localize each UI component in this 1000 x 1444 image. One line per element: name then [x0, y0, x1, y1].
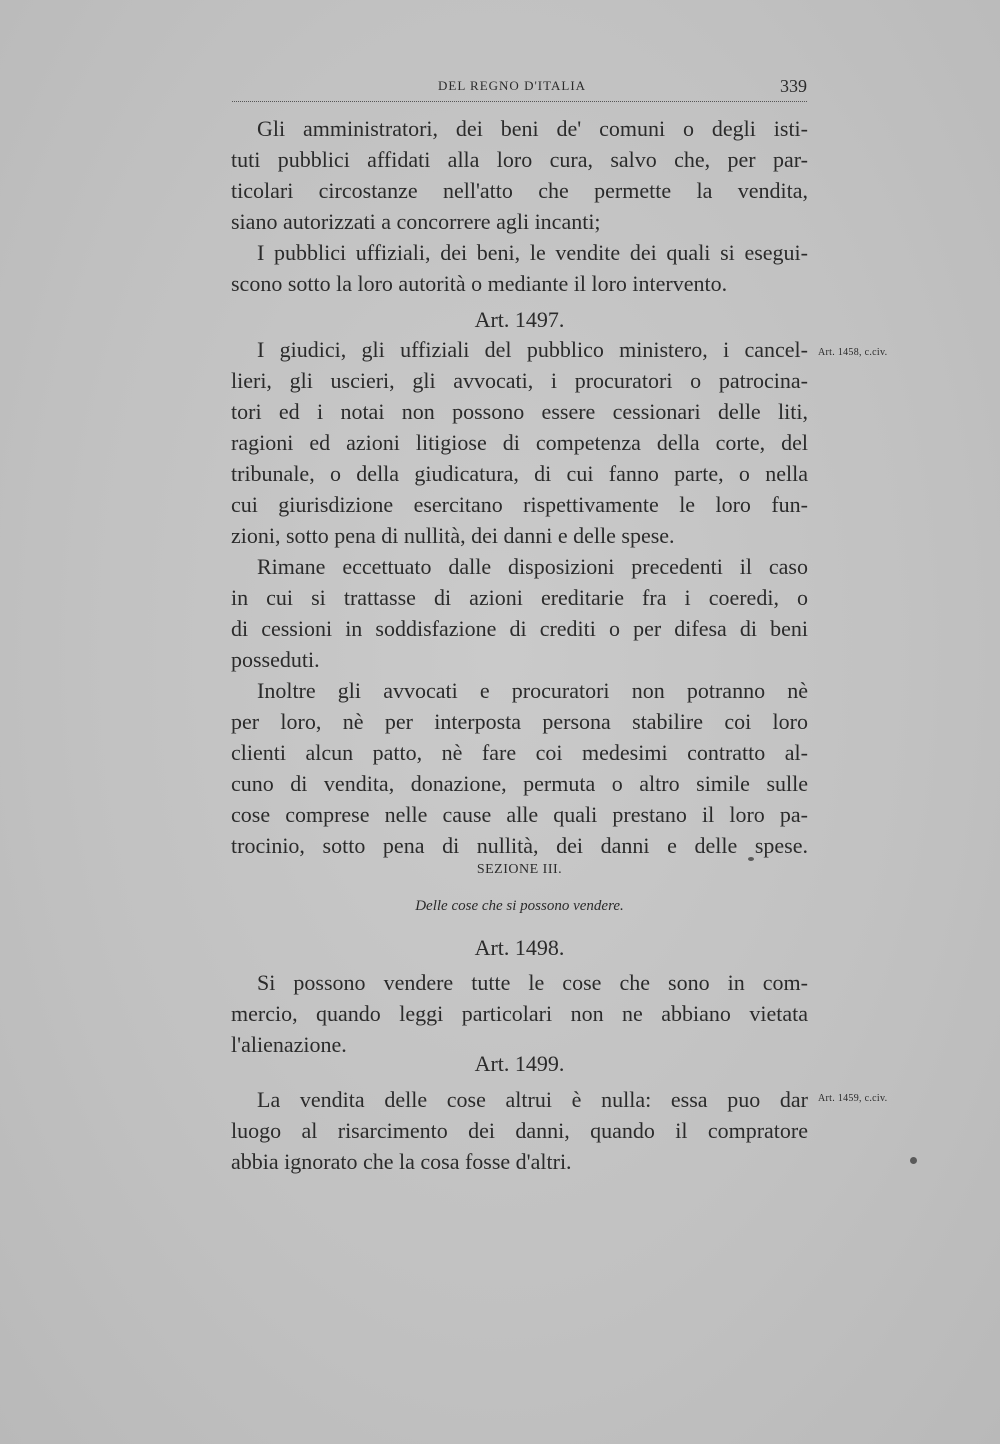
text-line: I giudici, gli uffiziali del pubblico ministero, i cancel-: [257, 337, 808, 362]
section-subtitle: Delle cose che si possono vendere.: [415, 898, 624, 914]
text-line: I pubblici uffiziali, dei beni, le vendite dei quali si esegui-: [257, 240, 808, 265]
text-line: Si possono vendere tutte le cose che sono in com-: [257, 970, 808, 995]
text-line: cui giurisdizione esercitano rispettivamente le loro fun-: [231, 492, 808, 517]
text-line: per loro, nè per interposta persona stabilire coi loro: [231, 709, 808, 734]
text-line: mercio, quando leggi particolari non ne abbiano vietata: [231, 1001, 808, 1026]
article-heading-1499: Art. 1499.: [474, 1051, 565, 1076]
text-line: l'alienazione.: [231, 1032, 347, 1057]
text-line: Inoltre gli avvocati e procuratori non potranno nè: [257, 678, 808, 703]
margin-note-1499: Art. 1459, c.civ.: [818, 1093, 888, 1104]
text-line: clienti alcun patto, nè fare coi medesimi contratto al-: [231, 740, 808, 765]
running-header: [232, 76, 807, 100]
text-line: La vendita delle cose altrui è nulla: essa puo dar: [257, 1087, 808, 1112]
ink-speck: [910, 1157, 917, 1164]
text-line: scono sotto la loro autorità o mediante il loro intervento.: [231, 271, 728, 296]
text-line: tori ed i notai non possono essere cessionari delle liti,: [231, 399, 808, 424]
section-heading: SEZIONE III.: [476, 862, 563, 877]
intro-paragraphs: [231, 113, 808, 299]
text-line: ragioni ed azioni litigiose di competenza della corte, del: [231, 430, 808, 455]
text-line: di cessioni in soddisfazione di crediti o per difesa di beni: [231, 616, 808, 641]
header-rule: [232, 101, 807, 102]
text-line: siano autorizzati a concorrere agli incanti;: [231, 209, 601, 234]
running-title: DEL REGNO D'ITALIA: [438, 78, 587, 93]
text-line: ticolari circostanze nell'atto che permette la vendita,: [231, 178, 808, 203]
margin-note-1497: Art. 1458, c.civ.: [818, 347, 888, 358]
text-line: cuno di vendita, donazione, permuta o altro simile sulle: [231, 771, 808, 796]
article-heading-1497: Art. 1497.: [474, 307, 565, 332]
text-line: tribunale, o della giudicatura, di cui fanno parte, o nella: [231, 461, 808, 486]
text-line: luogo al risarcimento dei danni, quando il compratore: [231, 1118, 808, 1143]
text-line: trocinio, sotto pena di nullità, dei danni e delle spese.: [231, 833, 808, 858]
text-line: Gli amministratori, dei beni de' comuni o degli isti-: [257, 116, 808, 141]
text-line: lieri, gli uscieri, gli avvocati, i procuratori o patrocina-: [231, 368, 808, 393]
text-line: cose comprese nelle cause alle quali prestano il loro pa-: [231, 802, 808, 827]
article-body-1499: [231, 1084, 808, 1177]
article-body-1497: [231, 334, 808, 861]
article-body-1498: [231, 967, 808, 1060]
text-line: abbia ignorato che la cosa fosse d'altri.: [231, 1149, 572, 1174]
page-number: 339: [780, 76, 807, 96]
text-line: posseduti.: [231, 647, 320, 672]
article-heading-1498: Art. 1498.: [474, 935, 565, 960]
text-line: zioni, sotto pena di nullità, dei danni e delle spese.: [231, 523, 675, 548]
text-line: tuti pubblici affidati alla loro cura, salvo che, per par-: [231, 147, 808, 172]
text-line: in cui si trattasse di azioni ereditarie fra i coeredi, o: [231, 585, 808, 610]
text-line: Rimane eccettuato dalle disposizioni precedenti il caso: [257, 554, 808, 579]
